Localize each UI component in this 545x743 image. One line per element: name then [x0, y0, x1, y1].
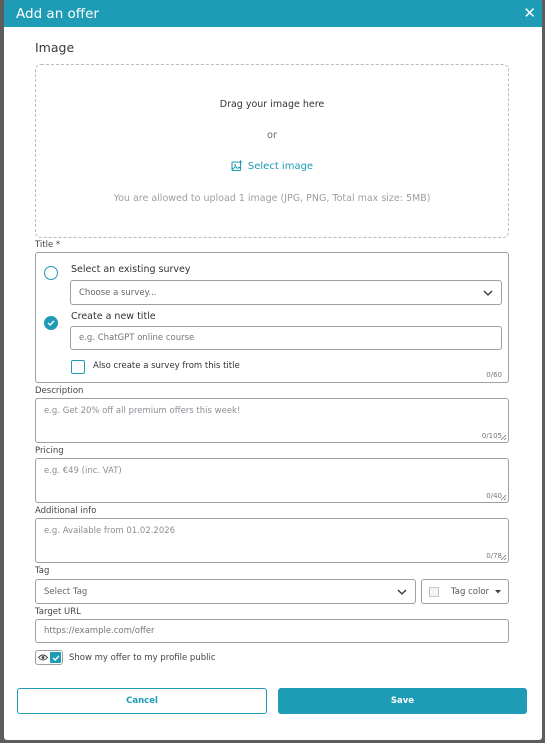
tag-color-picker[interactable]: [421, 579, 509, 604]
survey-select[interactable]: [70, 280, 502, 305]
tag-label: Tag: [35, 566, 50, 576]
caret-down-icon: [495, 590, 501, 594]
description-char-counter: 0/105: [481, 432, 502, 440]
additional-info-placeholder: e.g. Available from 01.02.2026: [44, 526, 176, 536]
public-checkbox[interactable]: [50, 652, 61, 663]
additional-info-char-counter: 0/78: [486, 552, 502, 560]
resize-handle-icon[interactable]: [500, 434, 507, 441]
tag-color-label: Tag color: [451, 586, 490, 597]
target-url-input[interactable]: [35, 619, 509, 643]
check-icon: [47, 319, 55, 327]
modal-header: [4, 0, 542, 27]
public-visibility-toggle[interactable]: [35, 650, 63, 665]
description-textarea[interactable]: [35, 398, 509, 443]
close-icon[interactable]: ✕: [523, 4, 536, 22]
title-char-counter: 0/60: [486, 371, 502, 379]
check-icon: [52, 654, 60, 662]
survey-select-placeholder: Choose a survey...: [79, 287, 157, 298]
save-button[interactable]: Save: [278, 688, 527, 714]
image-dropzone[interactable]: [35, 64, 509, 238]
public-label: Show my offer to my profile public: [69, 653, 216, 663]
additional-info-label: Additional info: [35, 506, 97, 516]
title-group: [35, 252, 509, 383]
cancel-button[interactable]: Cancel: [17, 688, 267, 714]
image-section-title: Image: [35, 40, 75, 55]
color-swatch: [429, 587, 439, 597]
tag-select-placeholder: Select Tag: [44, 586, 88, 597]
new-title-input[interactable]: [70, 326, 502, 350]
pricing-char-counter: 0/40: [486, 492, 502, 500]
description-label: Description: [35, 386, 84, 396]
modal-title: Add an offer: [16, 5, 99, 22]
create-new-title-label: Create a new title: [71, 311, 156, 322]
existing-survey-label: Select an existing survey: [71, 264, 191, 275]
resize-handle-icon[interactable]: [500, 554, 507, 561]
dropzone-drag-text: Drag your image here: [219, 99, 325, 110]
image-add-icon: [231, 160, 243, 172]
additional-info-textarea[interactable]: [35, 518, 509, 563]
pricing-label: Pricing: [35, 446, 64, 456]
also-create-survey-label: Also create a survey from this title: [93, 361, 240, 371]
add-offer-modal: [4, 0, 542, 740]
radio-create-new-title[interactable]: [44, 316, 58, 330]
dropzone-or-text: or: [267, 130, 277, 141]
radio-existing-survey[interactable]: [44, 266, 58, 280]
pricing-placeholder: e.g. €49 (inc. VAT): [44, 466, 122, 476]
tag-select[interactable]: [35, 579, 416, 604]
target-url-label: Target URL: [35, 607, 81, 617]
upload-info-text: You are allowed to upload 1 image (JPG, PNG, Total max size: 5MB): [113, 193, 431, 204]
eye-icon: [38, 654, 48, 661]
description-placeholder: e.g. Get 20% off all premium offers this week!: [44, 406, 241, 416]
resize-handle-icon[interactable]: [500, 494, 507, 501]
also-create-survey-checkbox[interactable]: [71, 360, 85, 374]
select-image-label: Select image: [247, 160, 314, 172]
select-image-button[interactable]: [36, 160, 508, 172]
title-label: Title *: [35, 240, 61, 250]
chevron-down-icon: [397, 589, 407, 595]
pricing-textarea[interactable]: [35, 458, 509, 503]
chevron-down-icon: [483, 290, 493, 296]
